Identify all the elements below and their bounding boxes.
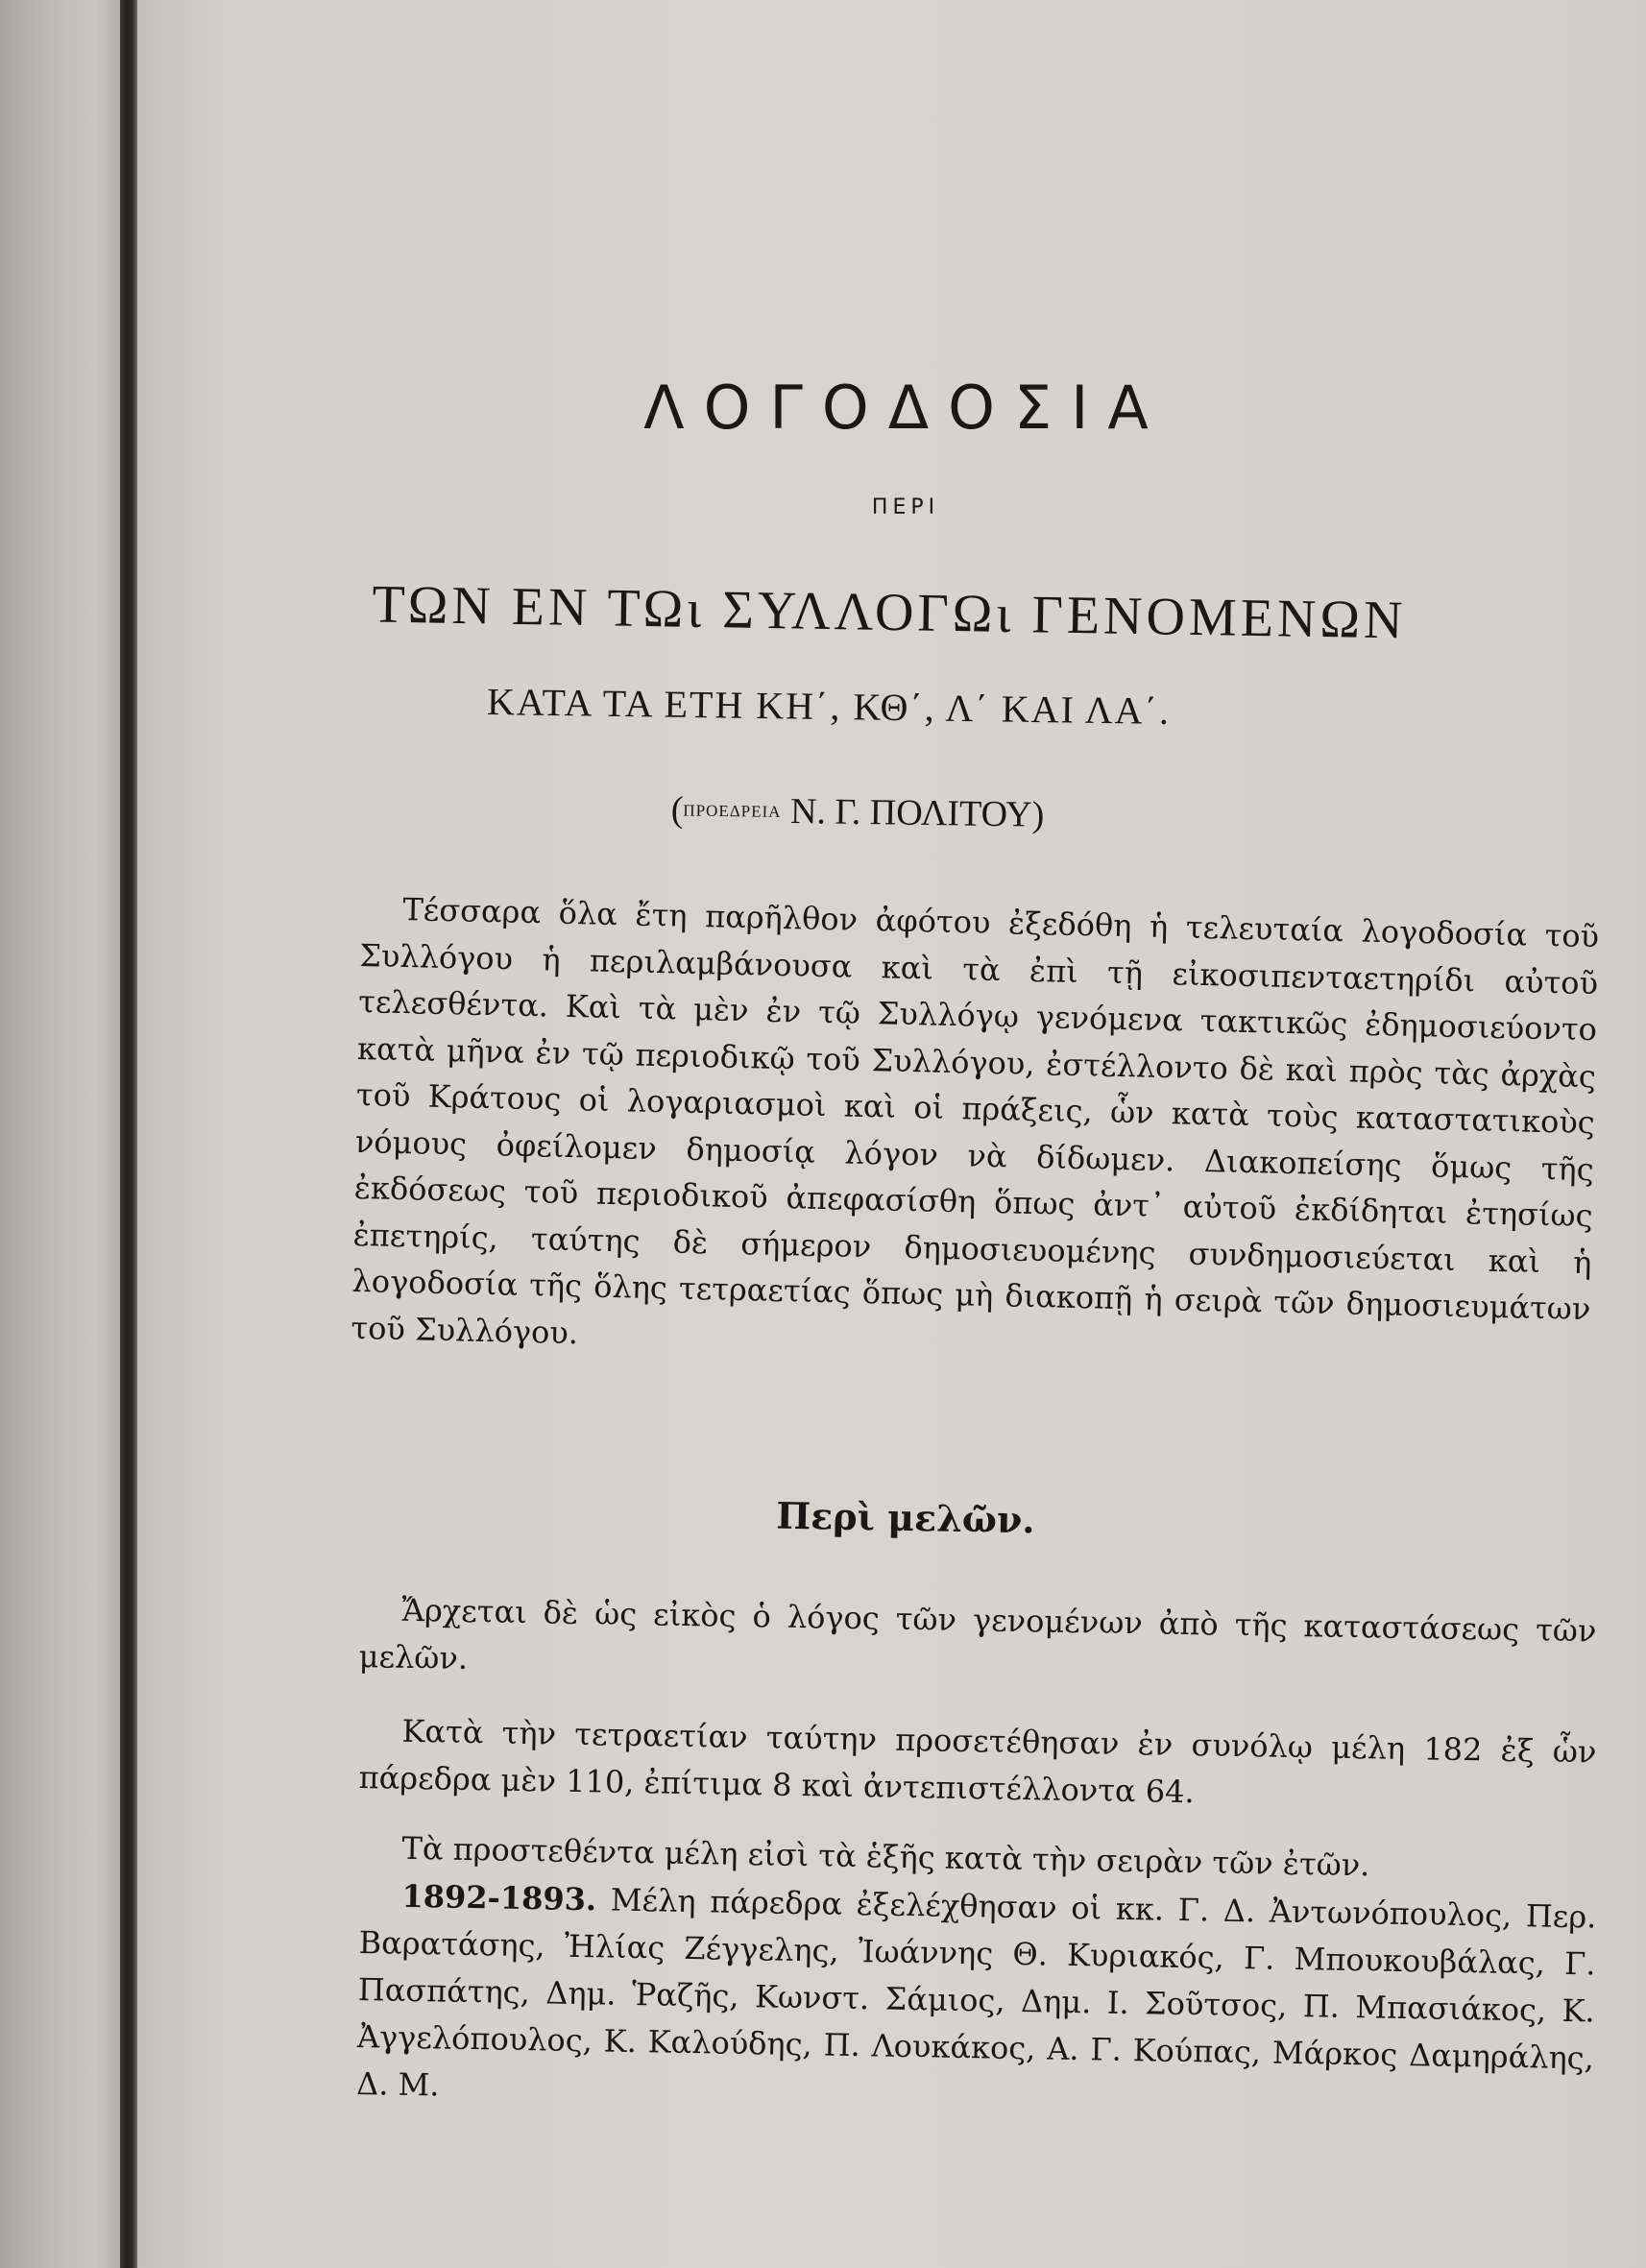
presidency-label: ΠΡΟΕΔΡΕΙΑ — [683, 801, 782, 821]
main-title: ΛΟΓΟΔΟΣΙΑ — [643, 373, 1168, 443]
paragraph-members-intro: Ἄρχεται δὲ ὡς εἰκὸς ὁ λόγος τῶν γενομένων ἀπὸ τῆς καταστάσεως τῶν μελῶν. — [358, 1591, 1597, 1677]
intro-paragraph: Τέσσαρα ὅλα ἔτη παρῆλθον ἀφότου ἐξεδόθη ἡ τελευταία λογοδοσία τοῦ Συλλόγου ἡ περιλαμβάνουσα καὶ τὰ ἐπὶ τῇ εἰκοσιπενταετηρίδι αὐτοῦ τελεσθέντα. Καὶ τὰ μὲν ἐν τῷ Συλλόγῳ γενόμενα τακτικῶς ἐδημοσιεύοντο κατὰ μῆνα ἐν τῷ περιοδικῷ τοῦ Συλλόγου, ἐστέλλοντο δὲ καὶ πρὸς τὰς ἀρχὰς τοῦ Κράτους οἱ λογαριασμοὶ καὶ οἱ πράξεις, ὧν κατὰ τοὺς καταστατικοὺς νόμους ὀφείλομεν δημοσίᾳ λόγον νὰ δίδωμεν. Διακοπείσης ὅμως τῆς ἐκδόσεως τοῦ περιοδικοῦ ἀπεφασίσθη ὅπως ἀντ᾽ αὐτοῦ ἐκδίδηται ἐτησίως ἐπετηρίς, ταύτης δὲ σήμερον δημοσιευομένης συνδημοσιεύεται καὶ ἡ λογοδοσία τῆς ὅλης τετραετίας ὅπως μὴ διακοπῇ ἡ σειρὰ τῶν δημοσιευμάτων τοῦ Συλλόγου. — [351, 890, 1600, 1351]
years-line: ΚΑΤΑ ΤΑ ΕΤΗ ΚΗ΄, ΚΘ΄, Λ΄ ΚΑΙ ΛΑ΄. — [486, 680, 1172, 733]
book-spine-shadow — [120, 0, 137, 2268]
year-heading: 1892-1893. — [401, 1877, 597, 1918]
paragraph-members-total: Κατὰ τὴν τετραετίαν ταύτην προσετέθησαν ἐν συνόλῳ μέλη 182 ἐξ ὧν πάρεδρα μὲν 110, ἐπίτιμα 8 καὶ ἀντεπιστέλλοντα 64. — [358, 1712, 1597, 1811]
page — [137, 0, 1646, 2268]
page-content — [137, 0, 1646, 2268]
members-list-text: Μέλη πάρεδρα ἐξελέχθησαν οἱ κκ. Γ. Δ. Ἀντωνόπουλος, Περ. Βαρατάσης, Ἠλίας Ζέγγελης, Ἰωάννης Θ. Κυριακός, Γ. Μπουκουβάλας, Γ. Πασπάτης, Δημ. Ῥαζῆς, Κωνστ. Σάμιος, Δημ. Ι. Σοῦτσος, Π. Μπασιάκος, Κ. Ἀγγελόπουλος, Κ. Καλούδης, Π. Λουκάκος, Α. Γ. Κούπας, Μάρκος Δαμηράλης, Δ. Μ. — [355, 1881, 1597, 2104]
paragraph-members-order: Τὰ προστεθέντα μέλη εἰσὶ τὰ ἑξῆς κατὰ τὴν σειρὰν τῶν ἐτῶν. — [401, 1829, 1370, 1884]
presidency-line — [670, 788, 1044, 835]
section-heading: Περὶ μελῶν. — [776, 1493, 1035, 1542]
presidency-open-paren: ( — [670, 789, 684, 831]
book-binding-left — [0, 0, 120, 2268]
subtitle: ΤΩΝ ΕΝ ΤΩι ΣΥΛΛΟΓΩι ΓΕΝΟΜΕΝΩΝ — [372, 574, 1407, 651]
presidency-name: Ν. Γ. ΠΟΛΙΤΟΥ) — [781, 790, 1045, 835]
paragraph-members-1892 — [356, 1872, 1597, 2129]
title-preposition: ΠΕΡΙ — [871, 495, 940, 519]
